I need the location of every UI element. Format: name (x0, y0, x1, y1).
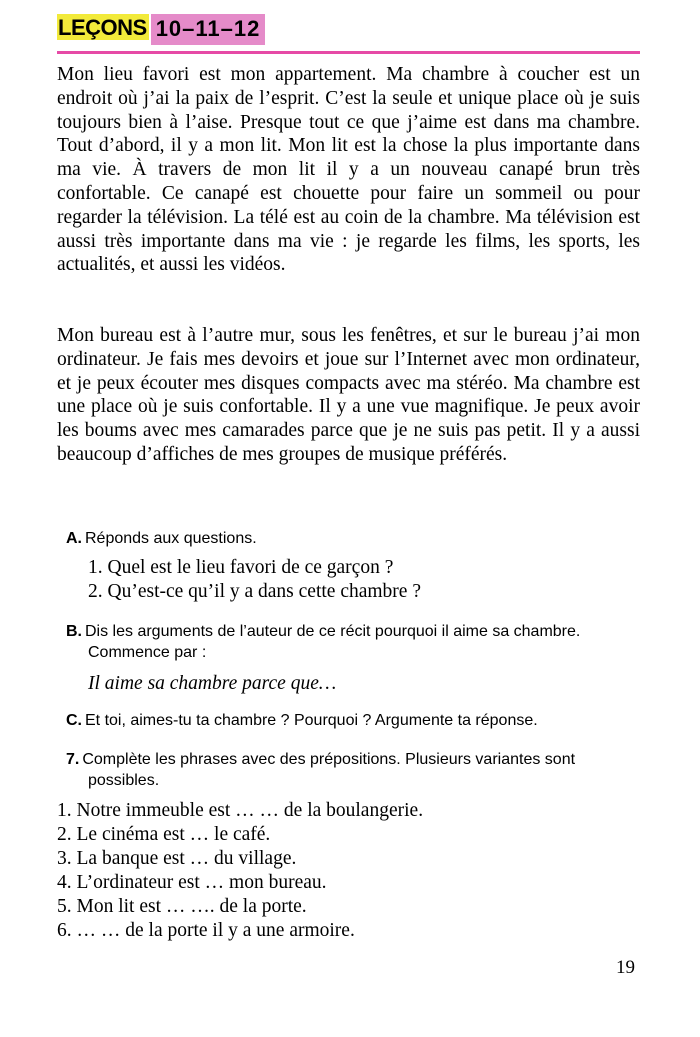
exercise-7-item: 1. Notre immeuble est … … de la boulangerie. (57, 800, 424, 821)
exercise-a-label: A. (66, 530, 82, 547)
page-number: 19 (616, 957, 635, 978)
exercise-7-item: 2. Le cinéma est … le café. (57, 824, 271, 845)
exercise-7-item: 4. L’ordinateur est … mon bureau. (57, 872, 327, 893)
exercise-b-instruction: B. Dis les arguments de l’auteur de ce récit pourquoi il aime sa chambre. Commence par : (66, 623, 581, 661)
exercise-a-question-1: 1. Quel est le lieu favori de ce garçon ? (88, 557, 394, 578)
exercise-7-item: 5. Mon lit est … …. de la porte. (57, 896, 307, 917)
reading-paragraph-1: Mon lieu favori est mon appartement. Ma chambre à coucher est un endroit où j’ai la paix de l’esprit. C’est la seule et unique place où je suis toujours bien à l’aise. Presque tout ce que j’aime est dans ma chambre. Tout d’abord, il y a mon lit. Mon lit est la chose la plus importante dans ma vie. À travers de mon lit il y a un nouveau canapé brun très confortable. Ce canapé est chouette pour faire un sommeil ou pour regarder la télévision. La télé est au coin de la chambre. Ma télévision est aussi très importante dans ma vie : je regarde les films, les sports, les actualités, et aussi les vidéos. (57, 64, 640, 276)
exercise-b-label: B. (66, 623, 82, 640)
reading-paragraph-2: Mon bureau est à l’autre mur, sous les fenêtres, et sur le bureau j’ai mon ordinateur. Je fais mes devoirs et joue sur l’Internet avec mon ordinateur, et je peux écouter mes disques compacts avec ma stéréo. Ma chambre est une place où je suis confortable. Il y a une vue magnifique. Je peux avoir les boums avec mes camarades parce que je ne suis pas petit. Il y a aussi beaucoup d’affiches de mes groupes de musique préférés. (57, 325, 640, 465)
exercise-7-item: 6. … … de la porte il y a une armoire. (57, 920, 355, 941)
exercise-c-instruction: C. Et toi, aimes-tu ta chambre ? Pourquoi ? Argumente ta réponse. (66, 712, 538, 729)
exercise-c-label: C. (66, 712, 82, 729)
exercise-b-starter: Il aime sa chambre parce que… (88, 673, 337, 694)
exercise-7-instruction: 7. Complète les phrases avec des prépositions. Plusieurs variantes sont possibles. (66, 751, 576, 789)
exercise-7-item: 3. La banque est … du village. (57, 848, 297, 869)
exercise-a-question-2: 2. Qu’est-ce qu’il y a dans cette chambre ? (88, 581, 421, 602)
lesson-header (57, 14, 265, 45)
exercise-a-instruction: A. Réponds aux questions. (66, 530, 257, 547)
exercise-7-label: 7. (66, 751, 80, 768)
lesson-numbers: 10–11–12 (151, 14, 266, 45)
header-rule (57, 51, 640, 54)
lessons-label: LEÇONS (58, 15, 147, 40)
